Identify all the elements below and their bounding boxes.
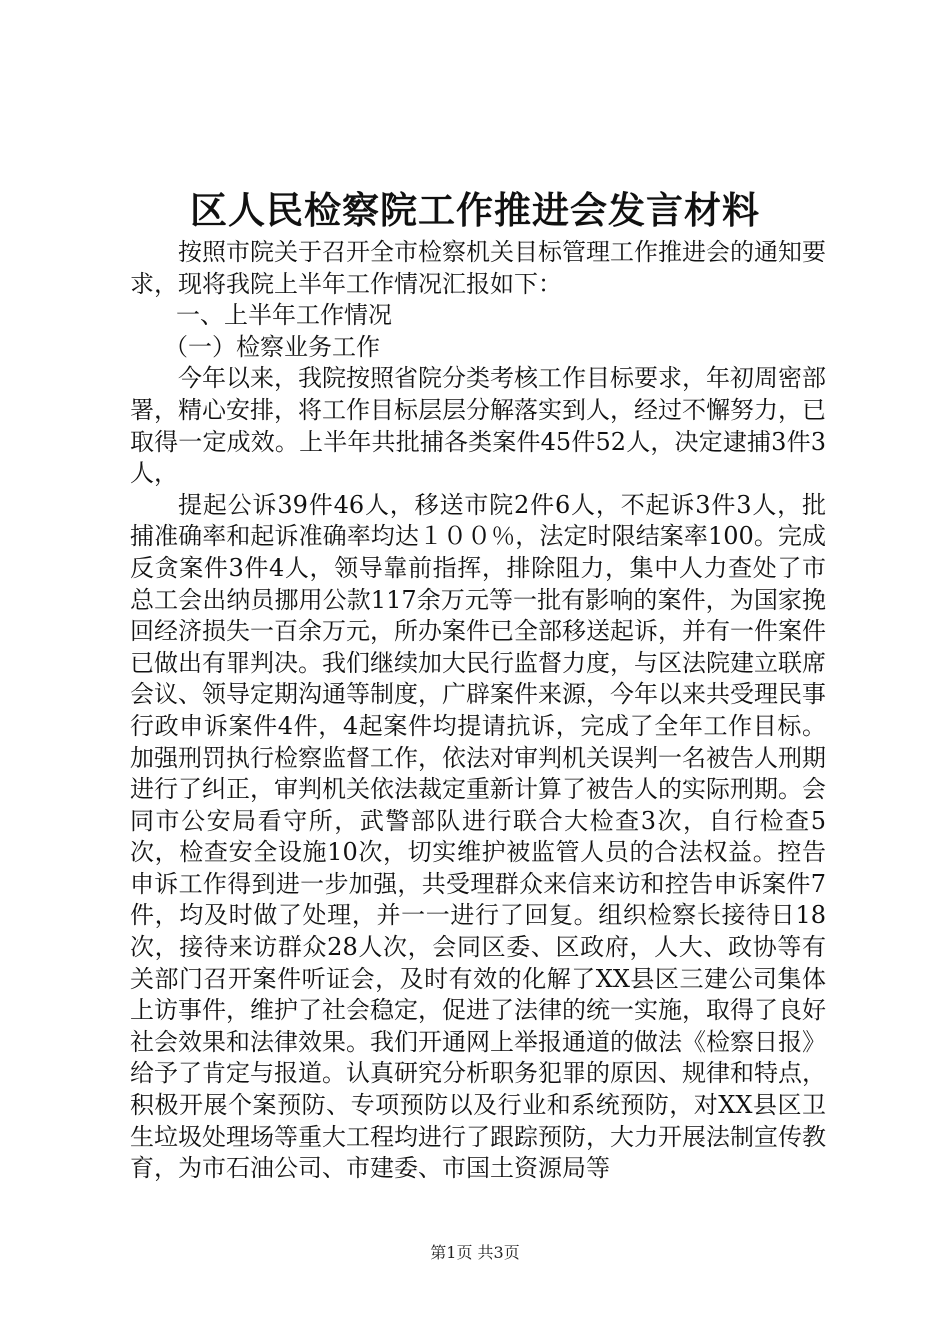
intro-paragraph: 按照市院关于召开全市检察机关目标管理工作推进会的通知要求，现将我院上半年工作情况汇报如下：	[130, 238, 826, 298]
section-heading: 一、上半年工作情况	[176, 301, 392, 330]
page-number-footer: 第1页 共3页	[430, 1243, 520, 1262]
body-paragraph-1: 今年以来，我院按照省院分类考核工作目标要求，年初周密部署，精心安排，将工作目标层层分解落实到人，经过不懈努力，已取得一定成效。上半年共批捕各类案件45件52人，决定逮捕3件3人，	[130, 364, 826, 488]
body-paragraph-2: 提起公诉39件46人，移送市院2件6人，不起诉3件3人，批捕准确率和起诉准确率均达１００％，法定时限结案率100。完成反贪案件3件4人，领导靠前指挥，排除阻力，集中人力查处了市总工会出纳员挪用公款117余万元等一批有影响的案件，为国家挽回经济损失一百余万元，所办案件已全部移送起诉，并有一件案件已做出有罪判决。我们继续加大民行监督力度，与区法院建立联席会议、领导定期沟通等制度，广辟案件来源，今年以来共受理民事行政申诉案件4件，4起案件均提请抗诉，完成了全年工作目标。加强刑罚执行检察监督工作，依法对审判机关误判一名被告人刑期进行了纠正，审判机关依法裁定重新计算了被告人的实际刑期。会同市公安局看守所，武警部队进行联合大检查3次，自行检查5次，检查安全设施10次，切实维护被监管人员的合法权益。控告申诉工作得到进一步加强，共受理群众来信来访和控告申诉案件7件，均及时做了处理，并一一进行了回复。组织检察长接待日18次，接待来访群众28人次，会同区委、区政府，人大、政协等有关部门召开案件听证会，及时有效的化解了XX县区三建公司集体上访事件，维护了社会稳定，促进了法律的统一实施，取得了良好社会效果和法律效果。我们开通网上举报通道的做法《检察日报》给予了肯定与报道。认真研究分析职务犯罪的原因、规律和特点，积极开展个案预防、专项预防以及行业和系统预防，对XX县区卫生垃圾处理场等重大工程均进行了跟踪预防，大力开展法制宣传教育，为市石油公司、市建委、市国土资源局等	[130, 490, 826, 1183]
subsection-heading: （一）检察业务工作	[164, 332, 380, 361]
document-title: 区人民检察院工作推进会发言材料	[190, 188, 760, 232]
document-body	[130, 237, 826, 1185]
